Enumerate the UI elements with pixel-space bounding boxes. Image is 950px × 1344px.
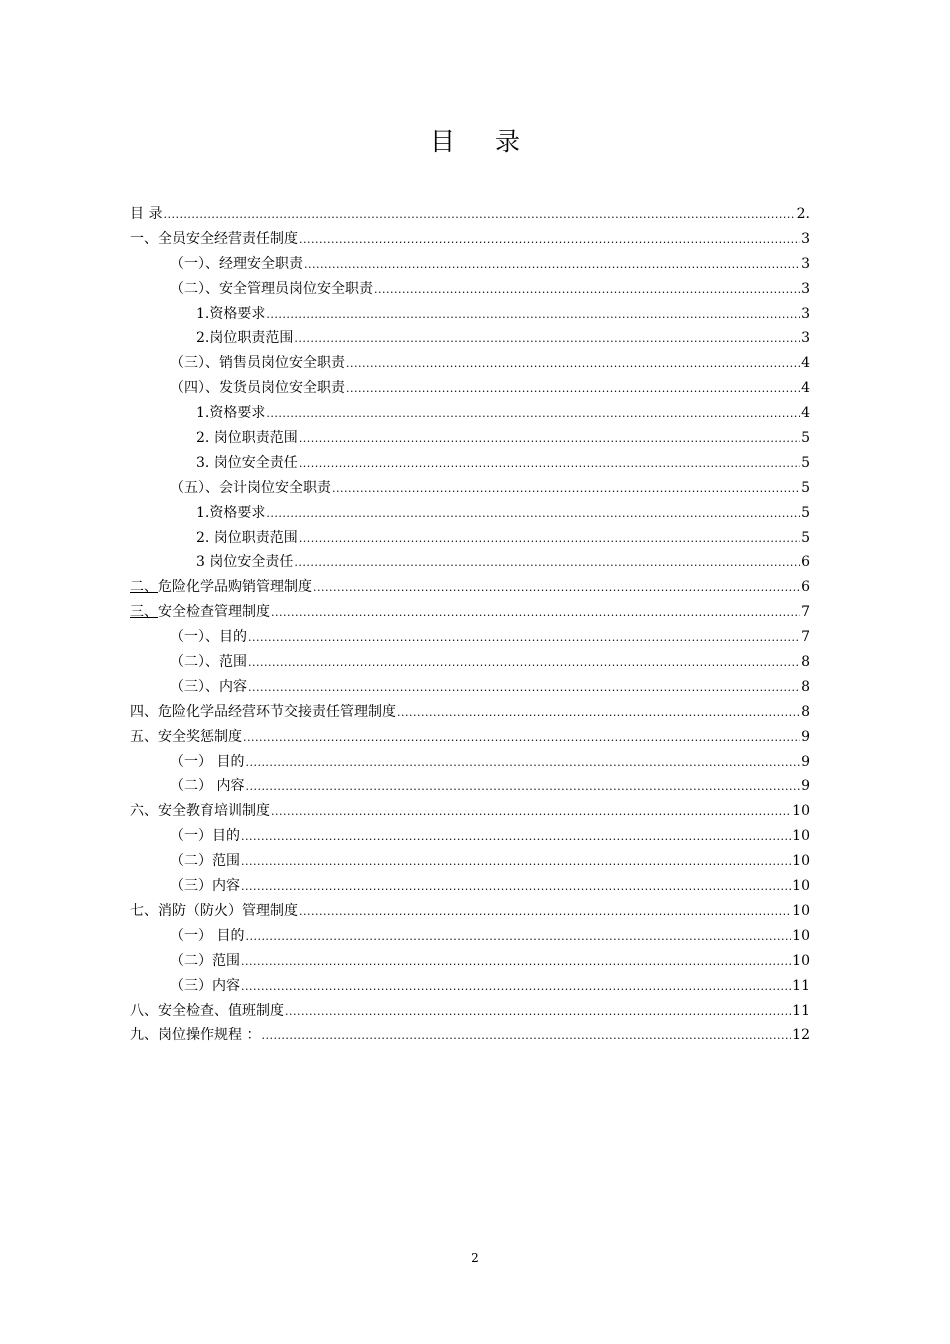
- toc-leader-dots: [248, 656, 800, 669]
- toc-entry[interactable]: [130, 203, 810, 228]
- toc-leader-dots: [245, 780, 800, 793]
- toc-entry[interactable]: [130, 303, 810, 328]
- toc-entry-label: （一） 目的: [170, 927, 245, 944]
- page-number: 2: [471, 1251, 479, 1265]
- toc-leader-dots: [313, 581, 800, 594]
- toc-entry-label: 2.岗位职责范围: [196, 330, 294, 347]
- toc-leader-dots: [299, 432, 800, 445]
- toc-entry[interactable]: [130, 1024, 810, 1049]
- toc-entry-label: 九、岗位操作规程 ：: [130, 1027, 261, 1044]
- toc-leader-dots: [271, 606, 800, 619]
- toc-entry[interactable]: [130, 726, 810, 751]
- toc-entry-label: 目 录: [130, 206, 163, 222]
- toc-entry[interactable]: [130, 327, 810, 352]
- toc-entry[interactable]: [130, 477, 810, 502]
- toc-entry[interactable]: [130, 228, 810, 253]
- toc-entry-label: （二）、安全管理员岗位安全职责: [170, 280, 373, 297]
- toc-entry-label: （一）、经理安全职责: [170, 255, 303, 272]
- toc-entry-page: 7: [801, 604, 810, 621]
- toc-entry-page: 5: [801, 454, 810, 471]
- toc-entry-page: 8: [801, 703, 810, 720]
- toc-entry-label: 2. 岗位职责范围: [196, 430, 298, 447]
- toc-entry-label: （三）内容: [170, 977, 240, 994]
- toc-entry[interactable]: [130, 427, 810, 452]
- toc-entry-page: 5: [801, 504, 810, 521]
- toc-leader-dots: [245, 930, 791, 943]
- toc-leader-dots: [241, 955, 791, 968]
- toc-entry[interactable]: [130, 751, 810, 776]
- table-of-contents: [130, 203, 810, 1049]
- toc-entry-label: （二）范围: [170, 853, 240, 870]
- toc-entry[interactable]: [130, 825, 810, 850]
- toc-entry[interactable]: [130, 377, 810, 402]
- toc-entry-page: 2.: [796, 206, 810, 222]
- toc-leader-dots: [266, 407, 800, 420]
- toc-entry-label: 2. 岗位职责范围: [196, 529, 298, 546]
- toc-entry-page: 10: [792, 853, 810, 870]
- toc-entry-page: 4: [801, 405, 810, 422]
- toc-entry-label: （一）、目的: [170, 629, 247, 646]
- toc-entry-page: 7: [801, 629, 810, 646]
- toc-leader-dots: [261, 1029, 791, 1042]
- toc-entry-page: 10: [792, 878, 810, 895]
- toc-entry-label: 1.资格要求: [196, 305, 266, 322]
- toc-entry-label: （一） 目的: [170, 753, 245, 770]
- toc-entry-label: （二）、范围: [170, 654, 247, 671]
- toc-leader-dots: [243, 731, 800, 744]
- toc-leader-dots: [285, 1005, 791, 1018]
- toc-entry-label: 八、安全检查、值班制度: [130, 1002, 284, 1019]
- toc-entry[interactable]: [130, 352, 810, 377]
- toc-entry-page: 8: [801, 654, 810, 671]
- toc-leader-dots: [266, 507, 800, 520]
- toc-entry[interactable]: [130, 626, 810, 651]
- toc-leader-dots: [245, 756, 800, 769]
- toc-entry[interactable]: [130, 527, 810, 552]
- toc-leader-dots: [346, 382, 800, 395]
- toc-leader-dots: [266, 308, 800, 321]
- toc-entry[interactable]: [130, 925, 810, 950]
- toc-entry-label: 3 岗位安全责任: [196, 554, 294, 571]
- toc-entry[interactable]: [130, 576, 810, 601]
- toc-leader-dots: [397, 706, 800, 719]
- toc-leader-dots: [294, 332, 800, 345]
- toc-entry[interactable]: [130, 551, 810, 576]
- toc-entry-label: 二、危险化学品购销管理制度: [130, 579, 312, 596]
- toc-entry-page: 10: [792, 902, 810, 919]
- toc-entry-label: （三）、内容: [170, 678, 247, 695]
- toc-leader-dots: [241, 880, 791, 893]
- toc-leader-dots: [299, 457, 800, 470]
- toc-entry[interactable]: [130, 850, 810, 875]
- toc-leader-dots: [271, 805, 791, 818]
- toc-entry-label: （五）、会计岗位安全职责: [170, 479, 331, 496]
- toc-entry-page: 3: [801, 230, 810, 247]
- toc-entry-label: （一）目的: [170, 828, 240, 845]
- toc-entry-page: 10: [792, 803, 810, 820]
- toc-entry-page: 6: [801, 579, 810, 596]
- toc-entry-page: 9: [801, 778, 810, 795]
- toc-entry-label: 五、安全奖惩制度: [130, 728, 242, 745]
- toc-entry[interactable]: [130, 900, 810, 925]
- toc-entry-label: （三）内容: [170, 878, 240, 895]
- toc-entry-page: 10: [792, 828, 810, 845]
- toc-entry[interactable]: [130, 651, 810, 676]
- toc-entry[interactable]: [130, 502, 810, 527]
- toc-entry-page: 4: [801, 355, 810, 372]
- toc-entry-page: 10: [792, 927, 810, 944]
- toc-leader-dots: [374, 283, 800, 296]
- toc-entry-page: 9: [801, 728, 810, 745]
- toc-entry-page: 8: [801, 678, 810, 695]
- toc-entry-page: 11: [792, 977, 810, 994]
- toc-entry-label: （四）、发货员岗位安全职责: [170, 380, 345, 397]
- toc-entry-page: 3: [801, 330, 810, 347]
- toc-entry[interactable]: [130, 875, 810, 900]
- toc-entry-page: 12: [792, 1027, 810, 1044]
- toc-entry[interactable]: [130, 601, 810, 626]
- toc-entry-page: 9: [801, 753, 810, 770]
- toc-entry-label: 四、危险化学品经营环节交接责任管理制度: [130, 703, 396, 720]
- toc-leader-dots: [163, 208, 795, 221]
- toc-entry-page: 6: [801, 554, 810, 571]
- toc-entry-page: 5: [801, 529, 810, 546]
- toc-entry-label: 六、安全教育培训制度: [130, 803, 270, 820]
- toc-leader-dots: [241, 830, 791, 843]
- toc-leader-dots: [241, 980, 791, 993]
- toc-entry-page: 3: [801, 255, 810, 272]
- toc-entry-label: （二） 内容: [170, 778, 245, 795]
- toc-leader-dots: [299, 233, 800, 246]
- toc-entry[interactable]: [130, 278, 810, 303]
- toc-leader-dots: [248, 681, 800, 694]
- toc-entry[interactable]: [130, 975, 810, 1000]
- toc-entry[interactable]: [130, 775, 810, 800]
- toc-entry-label: （三）、销售员岗位安全职责: [170, 355, 345, 372]
- toc-entry-page: 10: [792, 952, 810, 969]
- toc-entry-label: 三、安全检查管理制度: [130, 604, 270, 621]
- toc-leader-dots: [241, 855, 791, 868]
- toc-leader-dots: [299, 532, 800, 545]
- toc-leader-dots: [346, 357, 800, 370]
- toc-entry-label: 七、消防（防火）管理制度: [130, 902, 298, 919]
- toc-entry[interactable]: [130, 253, 810, 278]
- toc-entry-label: （二）范围: [170, 952, 240, 969]
- toc-entry-page: 5: [801, 479, 810, 496]
- toc-entry[interactable]: [130, 1000, 810, 1025]
- toc-entry[interactable]: [130, 402, 810, 427]
- toc-entry-page: 11: [792, 1002, 810, 1019]
- toc-entry-page: 5: [801, 430, 810, 447]
- toc-leader-dots: [332, 482, 800, 495]
- toc-leader-dots: [304, 258, 800, 271]
- toc-entry[interactable]: [130, 701, 810, 726]
- toc-entry-page: 4: [801, 380, 810, 397]
- toc-entry[interactable]: [130, 800, 810, 825]
- toc-entry-page: 3: [801, 305, 810, 322]
- toc-entry[interactable]: [130, 452, 810, 477]
- page-title: 目 录: [430, 127, 536, 156]
- toc-entry[interactable]: [130, 676, 810, 701]
- toc-entry-label: 一、全员安全经营责任制度: [130, 230, 298, 247]
- toc-entry-label: 1.资格要求: [196, 405, 266, 422]
- toc-entry-label: 3. 岗位安全责任: [196, 454, 298, 471]
- toc-leader-dots: [294, 556, 800, 569]
- toc-leader-dots: [299, 905, 791, 918]
- toc-entry-label: 1.资格要求: [196, 504, 266, 521]
- toc-entry[interactable]: [130, 950, 810, 975]
- toc-entry-page: 3: [801, 280, 810, 297]
- toc-leader-dots: [248, 631, 800, 644]
